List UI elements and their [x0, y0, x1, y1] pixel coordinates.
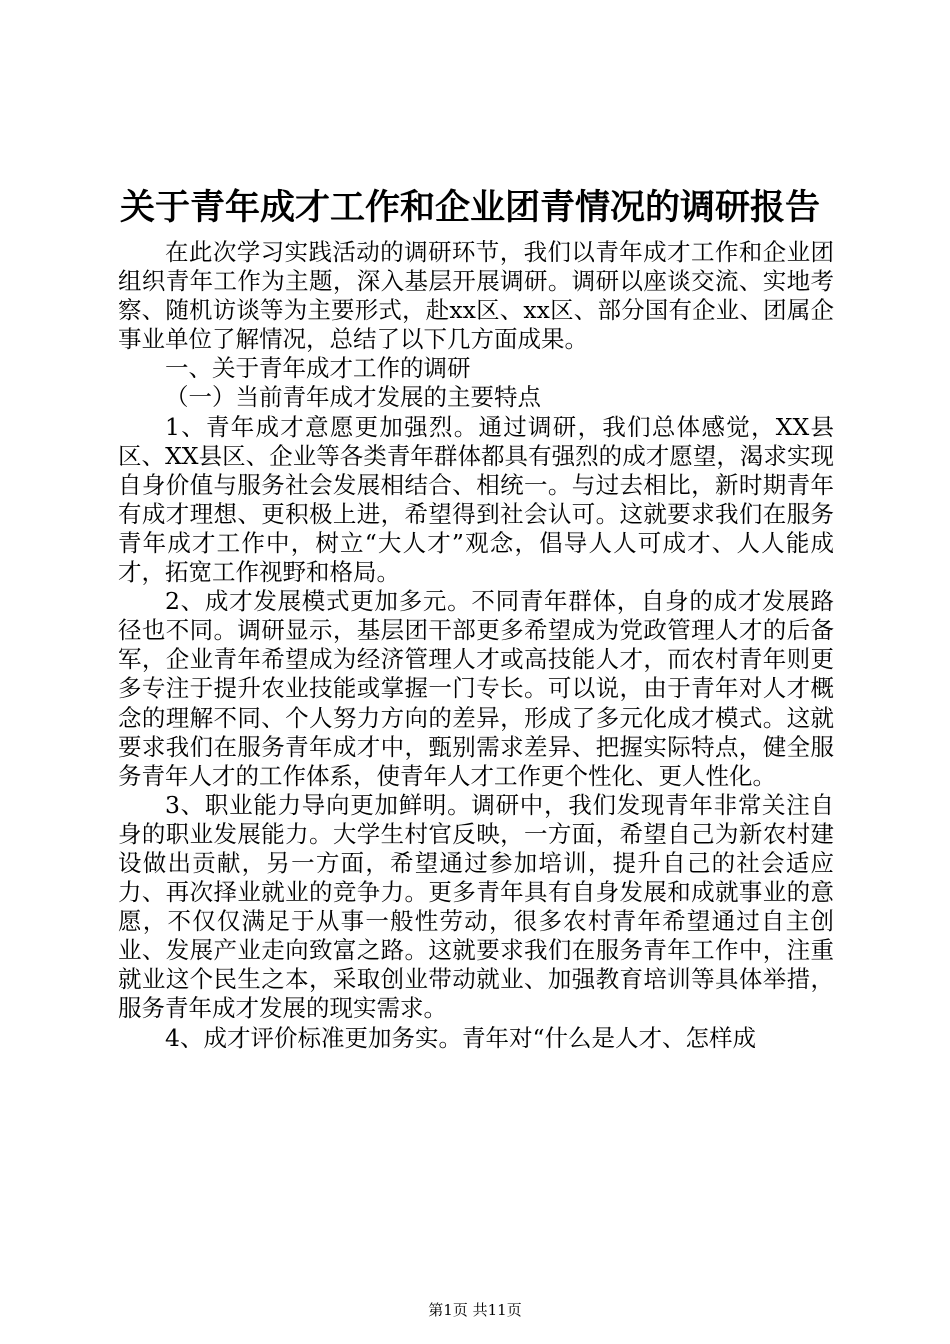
paragraph-point-2: 2、成才发展模式更加多元。不同青年群体，自身的成才发展路径也不同。调研显示，基层团干部更多希望成为党政管理人才的后备军，企业青年希望成为经济管理人才或高技能人才，而农村青年则更多专注于提升农业技能或掌握一门专长。可以说，由于青年对人才概念的理解不同、个人努力方向的差异，形成了多元化成才模式。这就要求我们在服务青年成才中，甄别需求差异、把握实际特点，健全服务青年人才的工作体系，使青年人才工作更个性化、更人性化。 [118, 587, 834, 790]
document-body [118, 238, 834, 1053]
page-footer: 第1页 共11页 [428, 1301, 522, 1319]
paragraph-point-4: 4、成才评价标准更加务实。青年对“什么是人才、怎样成 [165, 1023, 756, 1052]
heading-section-1: 一、关于青年成才工作的调研 [165, 354, 471, 383]
document-title: 关于青年成才工作和企业团青情况的调研报告 [120, 187, 821, 228]
heading-subsection-1: （一）当前青年成才发展的主要特点 [165, 383, 541, 412]
paragraph-point-1: 1、青年成才意愿更加强烈。通过调研，我们总体感觉，XX县区、XX县区、企业等各类青年群体都具有强烈的成才愿望，渴求实现自身价值与服务社会发展相结合、相统一。与过去相比，新时期青年有成才理想、更积极上进，希望得到社会认可。这就要求我们在服务青年成才工作中，树立“大人才”观念，倡导人人可成才、人人能成才，拓宽工作视野和格局。 [118, 412, 834, 587]
paragraph-point-3: 3、职业能力导向更加鲜明。调研中，我们发现青年非常关注自身的职业发展能力。大学生村官反映，一方面，希望自己为新农村建设做出贡献，另一方面，希望通过参加培训，提升自己的社会适应力、再次择业就业的竞争力。更多青年具有自身发展和成就事业的意愿，不仅仅满足于从事一般性劳动，很多农村青年希望通过自主创业、发展产业走向致富之路。这就要求我们在服务青年工作中，注重就业这个民生之本，采取创业带动就业、加强教育培训等具体举措，服务青年成才发展的现实需求。 [118, 790, 834, 1023]
paragraph-intro: 在此次学习实践活动的调研环节，我们以青年成才工作和企业团组织青年工作为主题，深入基层开展调研。调研以座谈交流、实地考察、随机访谈等为主要形式，赴xx区、xx区、部分国有企业、团属企事业单位了解情况，总结了以下几方面成果。 [118, 238, 834, 354]
